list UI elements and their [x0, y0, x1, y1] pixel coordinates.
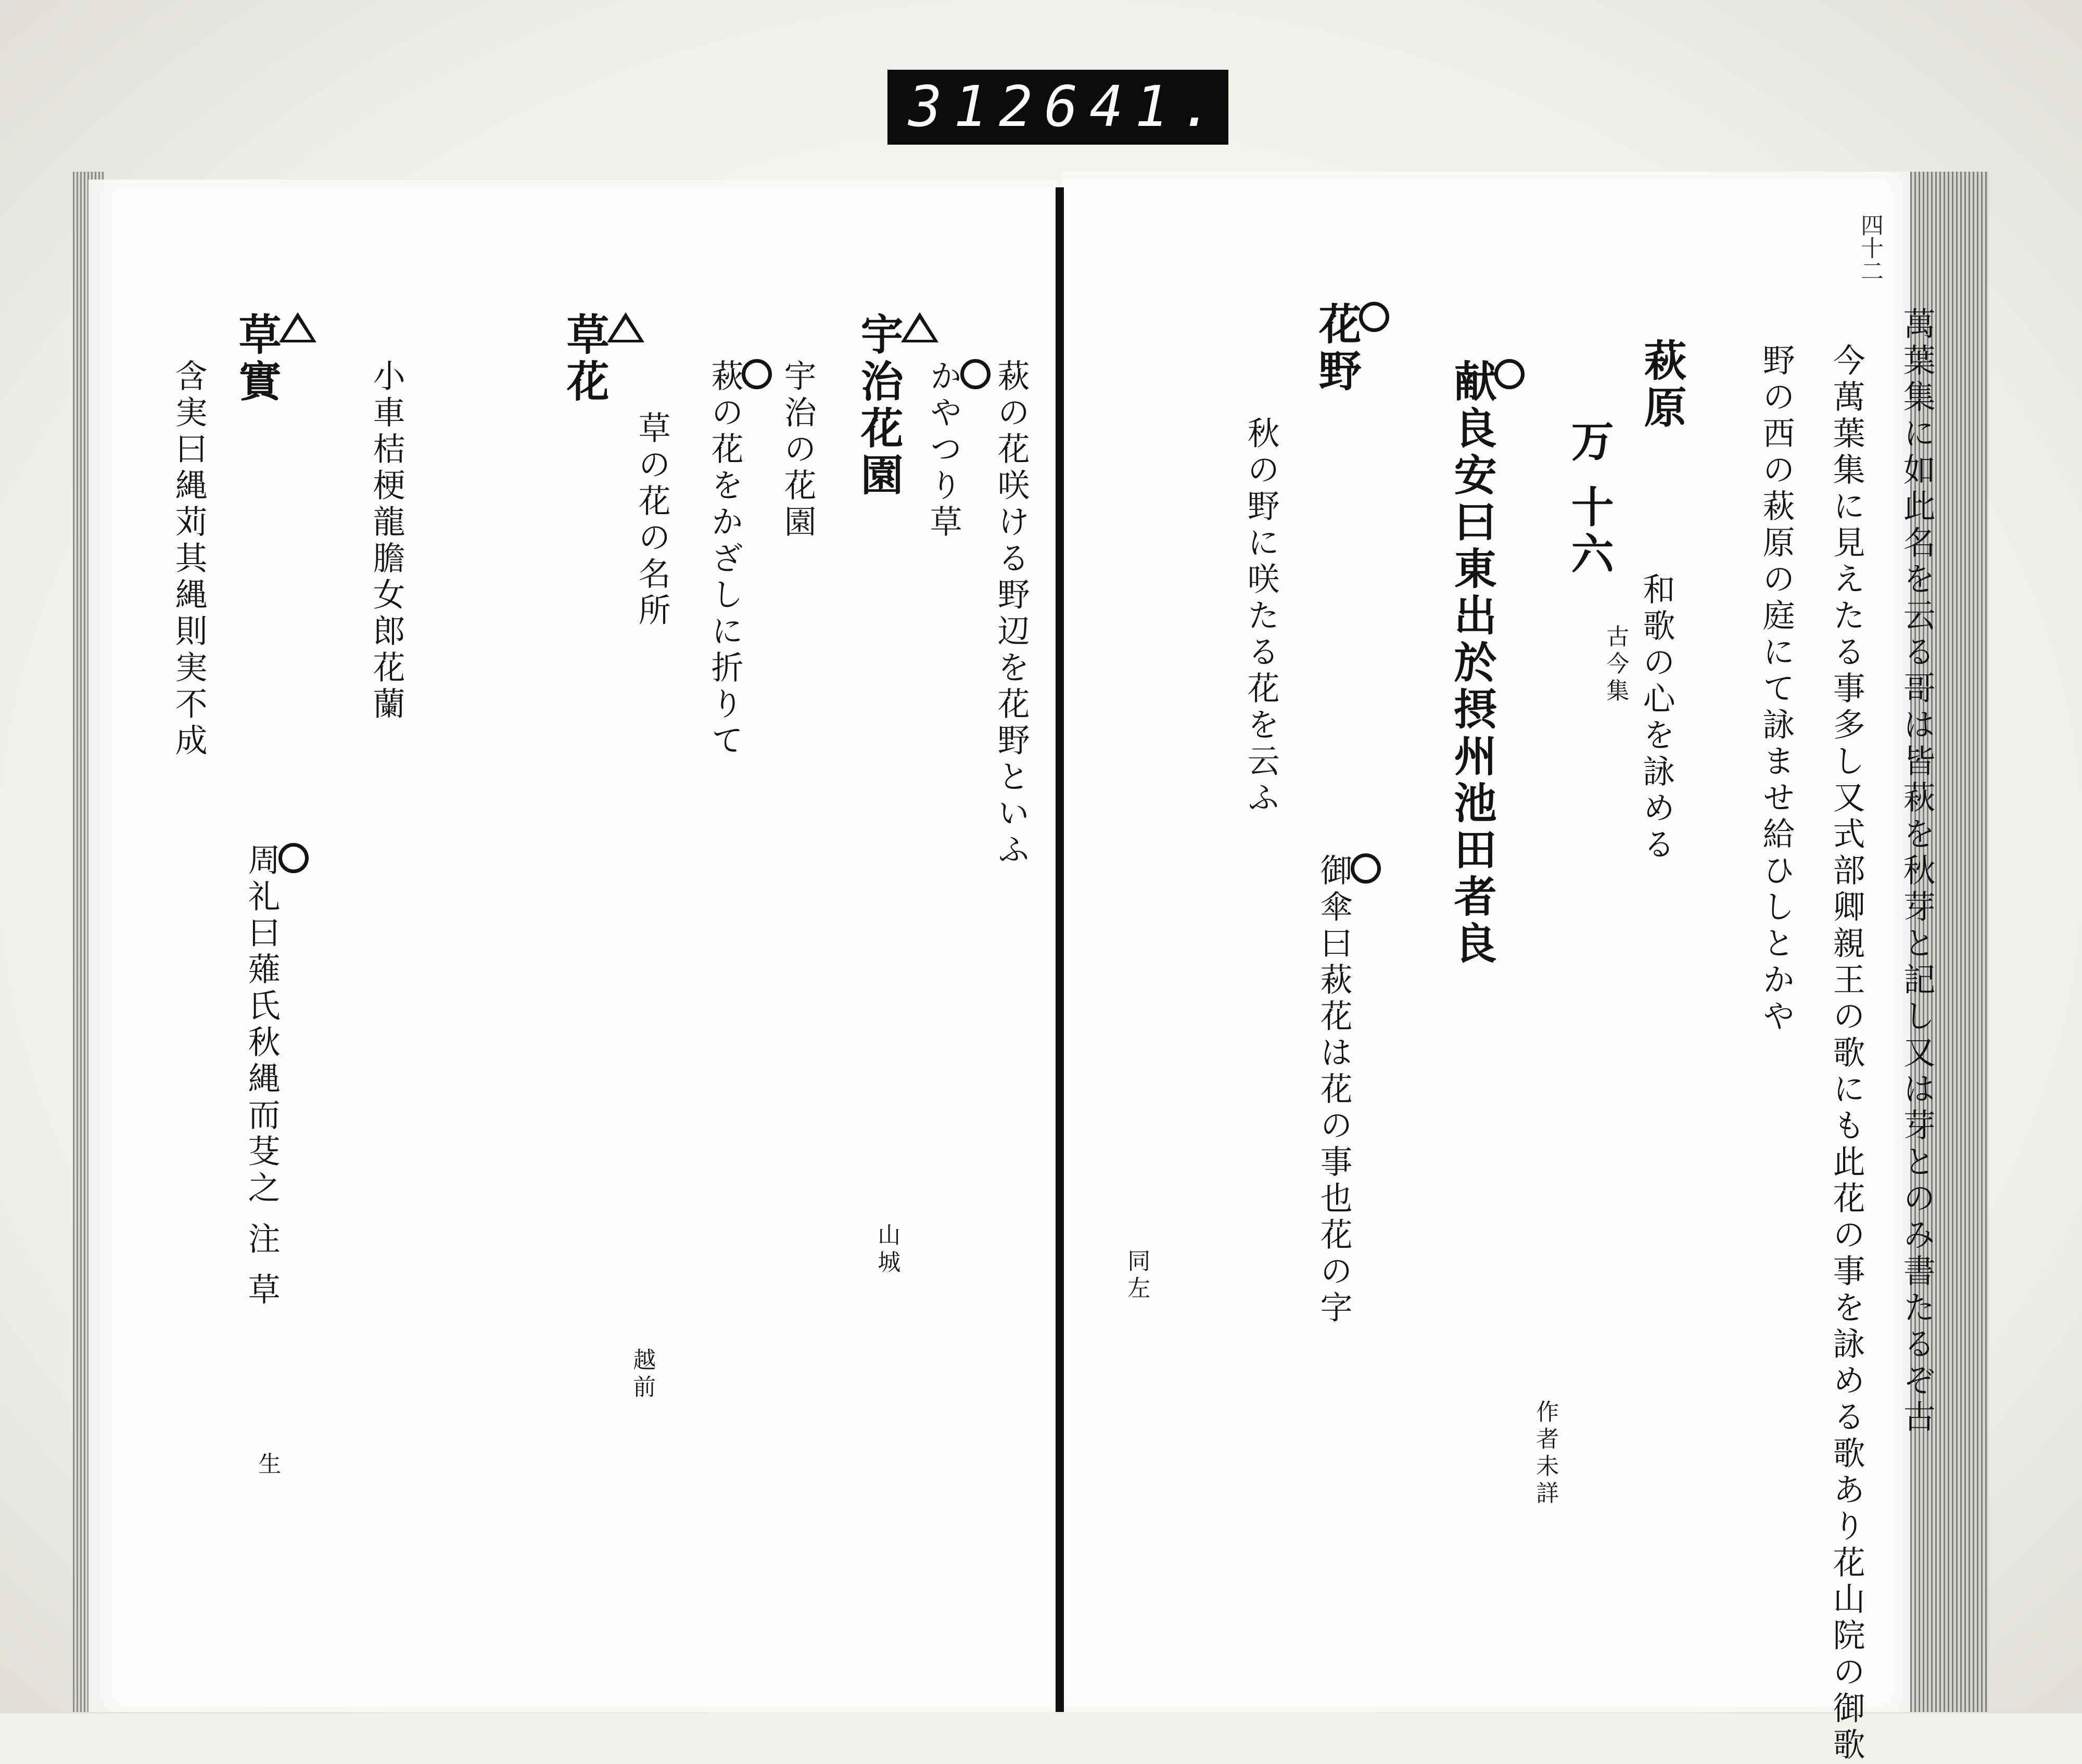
section-heading: かやつり草 [924, 359, 963, 541]
text-column: 御傘曰萩花は花の事也花の字 [1315, 853, 1353, 1327]
heading-column [1314, 302, 1389, 395]
text-column: 宇治の花園 [779, 359, 817, 541]
heading-column [1447, 359, 1525, 968]
margin-note: 生 [254, 1452, 281, 1479]
circle-marker-icon [1359, 302, 1389, 332]
book-gutter [1056, 187, 1064, 1712]
section-heading: 花野 [1312, 302, 1362, 395]
circle-marker-icon [1494, 359, 1525, 389]
circle-marker-icon [1351, 853, 1381, 884]
triangle-marker-icon [607, 312, 644, 342]
page-number: 四十二 [1857, 213, 1883, 282]
text-column: 献良安曰東出於摂州池田者良 [1447, 359, 1497, 968]
circle-marker-icon [742, 359, 772, 389]
margin-note: 越前 [629, 1348, 656, 1402]
margin-note: 山城 [873, 1223, 900, 1277]
heading-column [856, 312, 938, 500]
triangle-marker-icon [279, 312, 316, 342]
margin-note: 古今集 [1602, 624, 1629, 706]
text-column: 和歌の心を詠める [1637, 572, 1676, 864]
section-heading: 草實 [232, 312, 282, 406]
text-column: 含実曰縄苅其縄則実不成 [170, 359, 208, 760]
circle-marker-icon [960, 359, 991, 389]
archive-label-right: 641. [1044, 74, 1226, 139]
text-column: 周礼曰薙氏秋縄而芟之 注 草 [243, 843, 281, 1309]
heading-column [1317, 853, 1381, 1327]
text-column: 野の西の萩原の庭にて詠ませ給ひしとかや [1757, 343, 1796, 1036]
text-column: 萩原 [1637, 338, 1687, 432]
text-column: 萬葉集に如此名を云る哥は皆萩を秋芽と記し又は芽とのみ書たるぞ古 [1898, 307, 1936, 1436]
section-heading: 宇治花園 [854, 312, 904, 500]
section-heading: 草花 [560, 312, 610, 406]
archive-label-left: 312 [908, 74, 1045, 139]
text-column: 秋の野に咲たる花を云ふ [1242, 416, 1280, 817]
text-column: 草の花の名所 [633, 411, 671, 630]
text-column: 今萬葉集に見えたる事多し又式部卿親王の歌にも此花の事を詠める歌あり花山院の御歌 [1827, 343, 1866, 1764]
text-column: 萩の花をかざしに折りて [706, 359, 744, 760]
triangle-marker-icon [901, 312, 938, 342]
margin-note: 作者未詳 [1532, 1400, 1559, 1508]
heading-column [234, 312, 316, 406]
heading-column [708, 359, 772, 760]
text-column: 萩の花咲ける野辺を花野といふ [992, 359, 1031, 869]
heading-column [245, 843, 309, 1309]
text-column: 万 十六 [1564, 419, 1615, 579]
text-column: 小車桔梗龍膽女郎花蘭 [367, 359, 406, 723]
heading-column [562, 312, 644, 406]
archive-label-plate [887, 70, 1228, 145]
margin-note: 同左 [1123, 1249, 1150, 1303]
circle-marker-icon [278, 843, 309, 873]
